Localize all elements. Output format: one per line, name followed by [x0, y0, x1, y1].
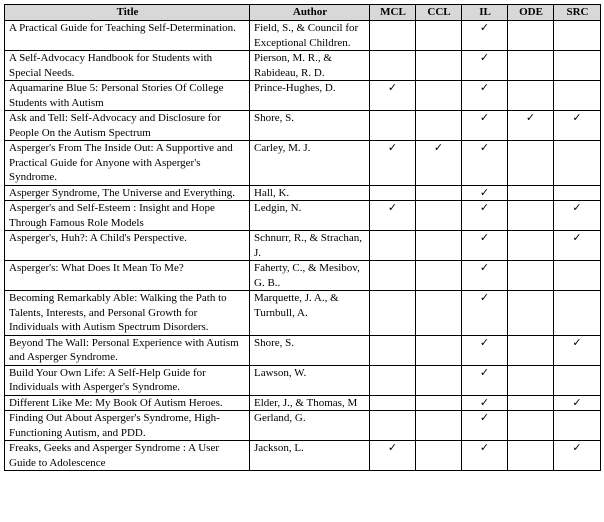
ode-cell: [508, 111, 554, 141]
il-cell: [462, 185, 508, 201]
ccl-cell: [416, 411, 462, 441]
mcl-cell: [370, 441, 416, 471]
ccl-cell: [416, 201, 462, 231]
author-cell: Schnurr, R., & Strachan, J.: [250, 231, 370, 261]
author-cell: Gerland, G.: [250, 411, 370, 441]
checkmark-icon: ✓: [525, 111, 536, 124]
title-cell: Asperger's From The Inside Out: A Supportive and Practical Guide for Anyone with Asperger's Syndrome.: [5, 141, 250, 186]
title-cell: Becoming Remarkably Able: Walking the Path to Talents, Interests, and Personal Growth for Individuals with Autism Spectrum Disorders.: [5, 291, 250, 336]
mcl-cell: [370, 111, 416, 141]
title-cell: Aquamarine Blue 5: Personal Stories Of College Students with Autism: [5, 81, 250, 111]
ccl-cell: [416, 21, 462, 51]
checkmark-icon: ✓: [479, 185, 490, 199]
author-cell: Lawson, W.: [250, 365, 370, 395]
author-cell: Hall, K.: [250, 185, 370, 201]
mcl-cell: [370, 291, 416, 336]
table-row: [5, 335, 601, 365]
table-row: [5, 395, 601, 411]
ccl-cell: [416, 365, 462, 395]
title-cell: Different Like Me: My Book Of Autism Heroes.: [5, 395, 250, 411]
column-header-author: Author: [250, 5, 370, 21]
il-cell: [462, 291, 508, 336]
src-cell: [554, 201, 601, 231]
author-cell: Faherty, C., & Mesibov, G. B..: [250, 261, 370, 291]
src-cell: [554, 335, 601, 365]
checkmark-icon: ✓: [479, 21, 490, 34]
author-cell: Pierson, M. R., & Rabideau, R. D.: [250, 51, 370, 81]
src-cell: [554, 261, 601, 291]
ccl-cell: [416, 81, 462, 111]
title-cell: Freaks, Geeks and Asperger Syndrome : A User Guide to Adolescence: [5, 441, 250, 471]
table-row: [5, 185, 601, 201]
ode-cell: [508, 395, 554, 411]
table-row: [5, 365, 601, 395]
il-cell: [462, 365, 508, 395]
ode-cell: [508, 185, 554, 201]
mcl-cell: [370, 201, 416, 231]
checkmark-icon: ✓: [572, 111, 582, 124]
title-cell: A Practical Guide for Teaching Self-Determination.: [5, 21, 250, 51]
ccl-cell: [416, 291, 462, 336]
src-cell: [554, 81, 601, 111]
checkmark-icon: ✓: [479, 51, 490, 64]
title-cell: Asperger's, Huh?: A Child's Perspective.: [5, 231, 250, 261]
column-header-title: Title: [5, 5, 250, 21]
checkmark-icon: ✓: [479, 141, 490, 154]
il-cell: [462, 441, 508, 471]
checkmark-icon: ✓: [433, 141, 444, 154]
header-row: [5, 5, 601, 21]
il-cell: [462, 111, 508, 141]
title-cell: A Self-Advocacy Handbook for Students with Special Needs.: [5, 51, 250, 81]
checkmark-icon: ✓: [479, 81, 490, 94]
table-row: [5, 51, 601, 81]
mcl-cell: [370, 51, 416, 81]
column-header-il: IL: [462, 5, 508, 21]
checkmark-icon: ✓: [572, 441, 582, 454]
mcl-cell: [370, 141, 416, 186]
table-row: [5, 21, 601, 51]
mcl-cell: [370, 411, 416, 441]
checkmark-icon: ✓: [479, 411, 490, 424]
ccl-cell: [416, 441, 462, 471]
ccl-cell: [416, 335, 462, 365]
column-header-ccl: CCL: [416, 5, 462, 21]
title-cell: Asperger's and Self-Esteem : Insight and Hope Through Famous Role Models: [5, 201, 250, 231]
author-cell: Jackson, L.: [250, 441, 370, 471]
ode-cell: [508, 411, 554, 441]
checkmark-icon: ✓: [387, 201, 398, 214]
author-cell: Shore, S.: [250, 335, 370, 365]
author-cell: Prince-Hughes, D.: [250, 81, 370, 111]
il-cell: [462, 201, 508, 231]
checkmark-icon: ✓: [479, 231, 490, 244]
title-cell: Finding Out About Asperger's Syndrome, High-Functioning Autism, and PDD.: [5, 411, 250, 441]
checkmark-icon: ✓: [479, 111, 490, 124]
src-cell: [554, 441, 601, 471]
mcl-cell: [370, 81, 416, 111]
checkmark-icon: ✓: [479, 441, 490, 454]
ccl-cell: [416, 261, 462, 291]
table-row: [5, 411, 601, 441]
src-cell: [554, 231, 601, 261]
checkmark-icon: ✓: [572, 395, 582, 409]
author-cell: Shore, S.: [250, 111, 370, 141]
ccl-cell: [416, 395, 462, 411]
author-cell: Ledgin, N.: [250, 201, 370, 231]
mcl-cell: [370, 395, 416, 411]
table-row: [5, 201, 601, 231]
src-cell: [554, 291, 601, 336]
resource-table: [4, 4, 601, 471]
checkmark-icon: ✓: [479, 335, 490, 349]
title-cell: Asperger Syndrome, The Universe and Everything.: [5, 185, 250, 201]
il-cell: [462, 261, 508, 291]
checkmark-icon: ✓: [572, 335, 582, 349]
checkmark-icon: ✓: [479, 261, 490, 274]
author-cell: Field, S., & Council for Exceptional Children.: [250, 21, 370, 51]
title-cell: Ask and Tell: Self-Advocacy and Disclosure for People On the Autism Spectrum: [5, 111, 250, 141]
il-cell: [462, 21, 508, 51]
ccl-cell: [416, 231, 462, 261]
title-cell: Build Your Own Life: A Self-Help Guide for Individuals with Asperger's Syndrome.: [5, 365, 250, 395]
checkmark-icon: ✓: [387, 81, 398, 94]
il-cell: [462, 231, 508, 261]
table-row: [5, 141, 601, 186]
table-body: [5, 21, 601, 471]
ode-cell: [508, 81, 554, 111]
il-cell: [462, 335, 508, 365]
author-cell: Carley, M. J.: [250, 141, 370, 186]
author-cell: Marquette, J. A., & Turnbull, A.: [250, 291, 370, 336]
table-row: [5, 261, 601, 291]
column-header-src: SRC: [554, 5, 601, 21]
title-cell: Asperger's: What Does It Mean To Me?: [5, 261, 250, 291]
ccl-cell: [416, 111, 462, 141]
src-cell: [554, 365, 601, 395]
il-cell: [462, 51, 508, 81]
mcl-cell: [370, 231, 416, 261]
mcl-cell: [370, 21, 416, 51]
ode-cell: [508, 141, 554, 186]
src-cell: [554, 141, 601, 186]
checkmark-icon: ✓: [479, 365, 490, 379]
checkmark-icon: ✓: [387, 441, 398, 454]
checkmark-icon: ✓: [387, 141, 398, 154]
ode-cell: [508, 335, 554, 365]
ode-cell: [508, 365, 554, 395]
il-cell: [462, 395, 508, 411]
author-cell: Elder, J., & Thomas, M: [250, 395, 370, 411]
ode-cell: [508, 21, 554, 51]
ccl-cell: [416, 185, 462, 201]
src-cell: [554, 51, 601, 81]
checkmark-icon: ✓: [479, 291, 490, 304]
ode-cell: [508, 261, 554, 291]
mcl-cell: [370, 365, 416, 395]
table-row: [5, 111, 601, 141]
checkmark-icon: ✓: [479, 395, 490, 409]
table-row: [5, 291, 601, 336]
ccl-cell: [416, 51, 462, 81]
mcl-cell: [370, 261, 416, 291]
il-cell: [462, 81, 508, 111]
src-cell: [554, 411, 601, 441]
src-cell: [554, 395, 601, 411]
src-cell: [554, 21, 601, 51]
title-cell: Beyond The Wall: Personal Experience with Autism and Asperger Syndrome.: [5, 335, 250, 365]
checkmark-icon: ✓: [572, 231, 582, 244]
table-row: [5, 231, 601, 261]
ode-cell: [508, 441, 554, 471]
ode-cell: [508, 231, 554, 261]
mcl-cell: [370, 335, 416, 365]
column-header-mcl: MCL: [370, 5, 416, 21]
src-cell: [554, 185, 601, 201]
il-cell: [462, 411, 508, 441]
ccl-cell: [416, 141, 462, 186]
table-row: [5, 441, 601, 471]
ode-cell: [508, 291, 554, 336]
checkmark-icon: ✓: [572, 201, 582, 214]
table-row: [5, 81, 601, 111]
ode-cell: [508, 201, 554, 231]
ode-cell: [508, 51, 554, 81]
column-header-ode: ODE: [508, 5, 554, 21]
il-cell: [462, 141, 508, 186]
mcl-cell: [370, 185, 416, 201]
src-cell: [554, 111, 601, 141]
checkmark-icon: ✓: [479, 201, 490, 214]
